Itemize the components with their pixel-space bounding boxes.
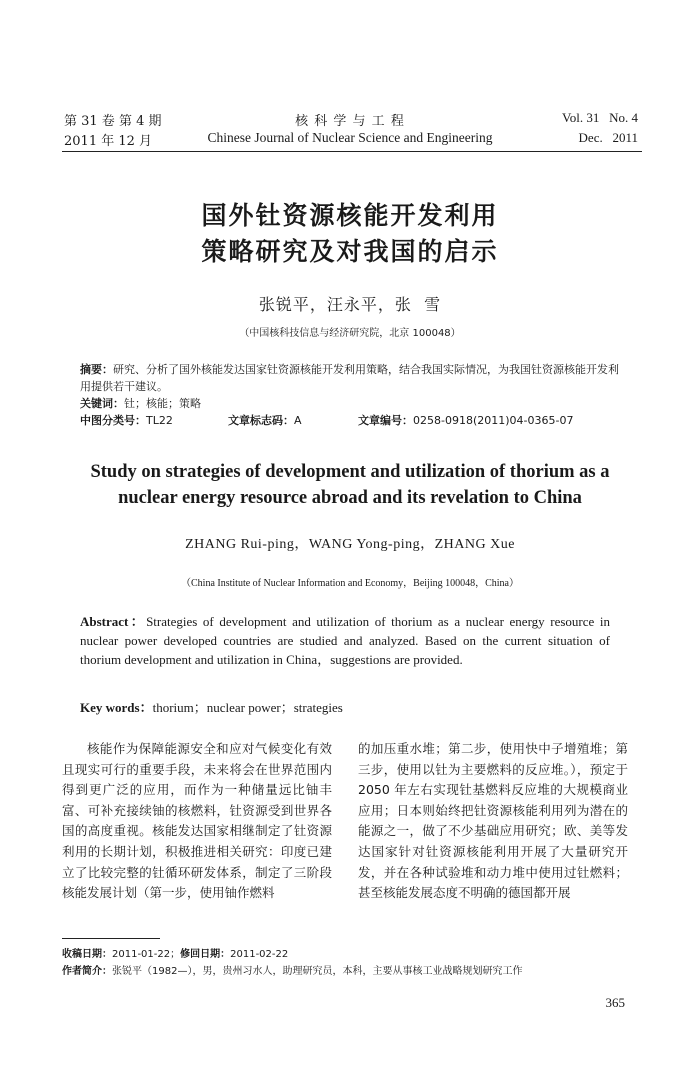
abstract-en: [80, 612, 610, 669]
body-column-left: 核能作为保障能源安全和应对气候变化有效且现实可行的重要手段，未来将会在世界范围内得到更广泛的应用，而作为一种储量远比铀丰富、可补充接续铀的核燃料，钍资源受到世界各国的高度重视。核能发达国家相继制定了钍资源利用的长期计划，积极推进相关研究：印度已建立了比较完整的钍循环研发体系，制定了三阶段核能发展计划（第一步，使用铀作燃料: [62, 741, 332, 901]
date-en: Dec. 2011: [578, 130, 638, 145]
clc-number: [80, 412, 173, 429]
received-label: 收稿日期：: [62, 949, 112, 960]
authors-en: ZHANG Rui-ping，WANG Yong-ping，ZHANG Xue: [185, 537, 515, 552]
abstract-en-text: Strategies of development and utilization of thorium as a nuclear energy resource in nuclear power developed countries are studied and analyzed. Based on the current situation of thorium development and utilization in China，suggestions are provided.: [80, 614, 610, 667]
journal-title-en: Chinese Journal of Nuclear Science and Engineering: [207, 130, 493, 145]
volume-issue-en: Vol. 31 No. 4: [562, 110, 638, 125]
revised-date: 2011-02-22: [230, 949, 289, 960]
title-cn-line2: 策略研究及对我国的启示: [201, 237, 499, 266]
article-number: [358, 412, 573, 429]
clc-value: TL22: [146, 414, 173, 427]
doc-code-value: A: [294, 414, 302, 427]
bio-text: 张锐平（1982—），男，贵州习水人，助理研究员，本科，主要从事核工业战略规划研究工作: [112, 966, 523, 977]
footnote-rule: [62, 938, 160, 939]
received-date: 2011-01-22；: [112, 949, 181, 960]
article-number-label: 文章编号：: [358, 414, 413, 427]
body-column-right: 的加压重水堆；第二步，使用快中子增殖堆；第三步，使用以钍为主要燃料的反应堆。），预定于 2050 年左右实现钍基燃料反应堆的大规模商业应用；日本则始终把钍资源核能利用列为潜在的能源之一，做了不少基础应用研究；欧、美等发达国家针对钍资源核能利用开展了大量研究开发，并在各种试验堆和动力堆中使用过钍燃料；甚至核能发展态度不明确的德国都开展: [358, 741, 628, 901]
keywords-cn-text: 钍；核能；策略: [124, 397, 201, 410]
bio-label: 作者简介：: [62, 966, 112, 977]
article-number-value: 0258-0918(2011)04-0365-07: [413, 414, 574, 427]
abstract-cn-label: 摘要：: [80, 363, 113, 376]
authors-cn: 张锐平，汪永平，张 雪: [258, 295, 442, 314]
page-number: 365: [605, 995, 625, 1010]
keywords-cn-label: 关键词：: [80, 397, 124, 410]
doc-code-label: 文章标志码：: [228, 414, 294, 427]
keywords-cn: [80, 395, 201, 412]
date-cn: 2011 年 12 月: [64, 134, 153, 149]
keywords-en-label: Key words：: [80, 700, 153, 715]
title-en: Study on strategies of development and utilization of thorium as a nuclear energy resource abroad and its revelation to China: [90, 462, 610, 508]
document-code: [228, 412, 302, 429]
received-dates: [62, 946, 288, 963]
keywords-en-text: thorium；nuclear power；strategies: [152, 700, 343, 715]
abstract-cn-text: 研究、分析了国外核能发达国家钍资源核能开发利用策略，结合我国实际情况，为我国钍资源核能开发利用提供若干建议。: [80, 363, 619, 393]
abstract-en-label: Abstract：: [80, 614, 147, 629]
affiliation-en: （China Institute of Nuclear Information and Economy，Beijing 100048，China）: [181, 578, 519, 589]
header-rule: [62, 151, 642, 152]
keywords-en: [80, 697, 620, 716]
abstract-cn: [80, 361, 622, 395]
clc-label: 中图分类号：: [80, 414, 146, 427]
revised-label: 修回日期：: [180, 949, 231, 960]
author-bio: [62, 963, 522, 980]
title-cn-line1: 国外钍资源核能开发利用: [201, 201, 499, 230]
affiliation-cn: （中国核科技信息与经济研究院，北京 100048）: [239, 328, 461, 339]
journal-title-cn: 核 科 学 与 工 程: [295, 114, 405, 129]
volume-issue-cn: 第 31 卷 第 4 期: [64, 114, 162, 129]
